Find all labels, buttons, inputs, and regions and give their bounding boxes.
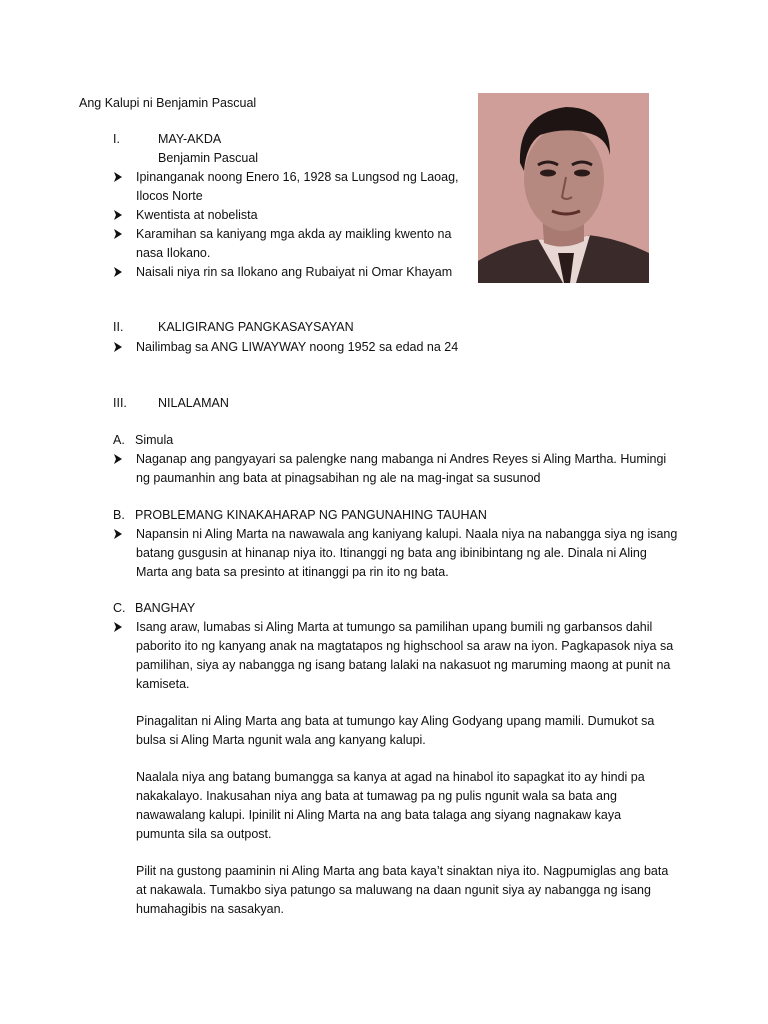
paragraph-line: Pinagalitan ni Aling Marta ang bata at tumungo kay Aling Godyang upang mamili. Dumukot sa [136, 714, 655, 728]
paragraph-line: at nakawala. Tumakbo siya patungo sa maluwang na daan ngunit siya ay nabangga ng isang [136, 883, 651, 897]
bullet-text: Marta ang bata sa presinto at itinanggi pa rin ito ng bata. [136, 565, 449, 579]
bullet-text: Naisali niya rin sa Ilokano ang Rubaiyat ni Omar Khayam [136, 265, 453, 279]
bullet-text: Ilocos Norte [136, 189, 203, 203]
bullet-arrow-icon [113, 263, 123, 281]
bullet-arrow-icon [113, 225, 123, 243]
section-1-numeral: I. [113, 132, 120, 146]
bullet-arrow-icon [113, 206, 123, 224]
bullet-text: Isang araw, lumabas si Aling Marta at tumungo sa pamilihan upang bumili ng garbansos dahil [136, 620, 653, 634]
subsection-a-heading: Simula [135, 433, 174, 447]
bullet-arrow-icon [113, 525, 123, 543]
document-title: Ang Kalupi ni Benjamin Pascual [79, 96, 257, 110]
bullet-arrow-icon [113, 618, 123, 636]
paragraph-line: nakakalayo. Inakusahan niya ang bata at tumawag pa ng pulis ngunit wala sa bata ang [136, 789, 617, 803]
bullet-text: ng paumanhin ang bata at pinagsabihan ng ale na mag-ingat sa susunod [136, 471, 541, 485]
paragraph-line: Naalala niya ang batang bumangga sa kanya at agad na hinabol ito sapagkat ito ay hindi pa [136, 770, 645, 784]
bullet-text: Ipinanganak noong Enero 16, 1928 sa Lungsod ng Laoag, [136, 170, 459, 184]
section-1-heading: MAY-AKDA [158, 132, 222, 146]
bullet-text: batang gusgusin at hinanap niya ito. Itinanggi ng bata ang ibinibintang ng ale. Dinala ni Aling [136, 546, 647, 560]
paragraph-line: pumunta sila sa outpost. [136, 827, 272, 841]
bullet-text: Nailimbag sa ANG LIWAYWAY noong 1952 sa edad na 24 [136, 340, 459, 354]
bullet-text: kamiseta. [136, 677, 190, 691]
bullet-text: Kwentista at nobelista [136, 208, 258, 222]
bullet-arrow-icon [113, 168, 123, 186]
bullet-text: Karamihan sa kaniyang mga akda ay maikling kwento na [136, 227, 452, 241]
paragraph-line: humahagibis na sasakyan. [136, 902, 285, 916]
section-3-heading: NILALAMAN [158, 396, 229, 410]
paragraph-line: bulsa si Aling Marta ngunit wala ang kanyang kalupi. [136, 733, 426, 747]
subsection-b-letter: B. [113, 508, 125, 522]
bullet-arrow-icon [113, 450, 123, 468]
bullet-text: Naganap ang pangyayari sa palengke nang mabanga ni Andres Reyes si Aling Martha. Humingi [136, 452, 667, 466]
section-2-heading: KALIGIRANG PANGKASAYSAYAN [158, 320, 354, 334]
subsection-a-letter: A. [113, 433, 125, 447]
section-2-numeral: II. [113, 320, 124, 334]
subsection-c-heading: BANGHAY [135, 601, 196, 615]
subsection-c-letter: C. [113, 601, 126, 615]
section-3-numeral: III. [113, 396, 127, 410]
author-name: Benjamin Pascual [158, 151, 259, 165]
paragraph-line: Pilit na gustong paaminin ni Aling Marta ang bata kaya’t sinaktan niya ito. Nagpumiglas ang bata [136, 864, 669, 878]
paragraph-line: nawawalang kalupi. Ipinilit ni Aling Marta na ang bata talaga ang siyang nagnakaw kaya [136, 808, 622, 822]
bullet-text: Napansin ni Aling Marta na nawawala ang kaniyang kalupi. Naala niya na nabangga siya ng isang [136, 527, 678, 541]
bullet-text: nasa Ilokano. [136, 246, 211, 260]
bullet-text: pamilihan, siya ay nabangga ng isang batang lalaki na nakasuot ng maruming maong at punit na [136, 658, 671, 672]
bullet-arrow-icon [113, 338, 123, 356]
bullet-text: paborito ito ng kanyang anak na magtatapos ng highschool sa araw na iyon. Pagkapasok niya sa [136, 639, 674, 653]
author-portrait-image [478, 93, 649, 283]
subsection-b-heading: PROBLEMANG KINAKAHARAP NG PANGUNAHING TAUHAN [135, 508, 487, 522]
